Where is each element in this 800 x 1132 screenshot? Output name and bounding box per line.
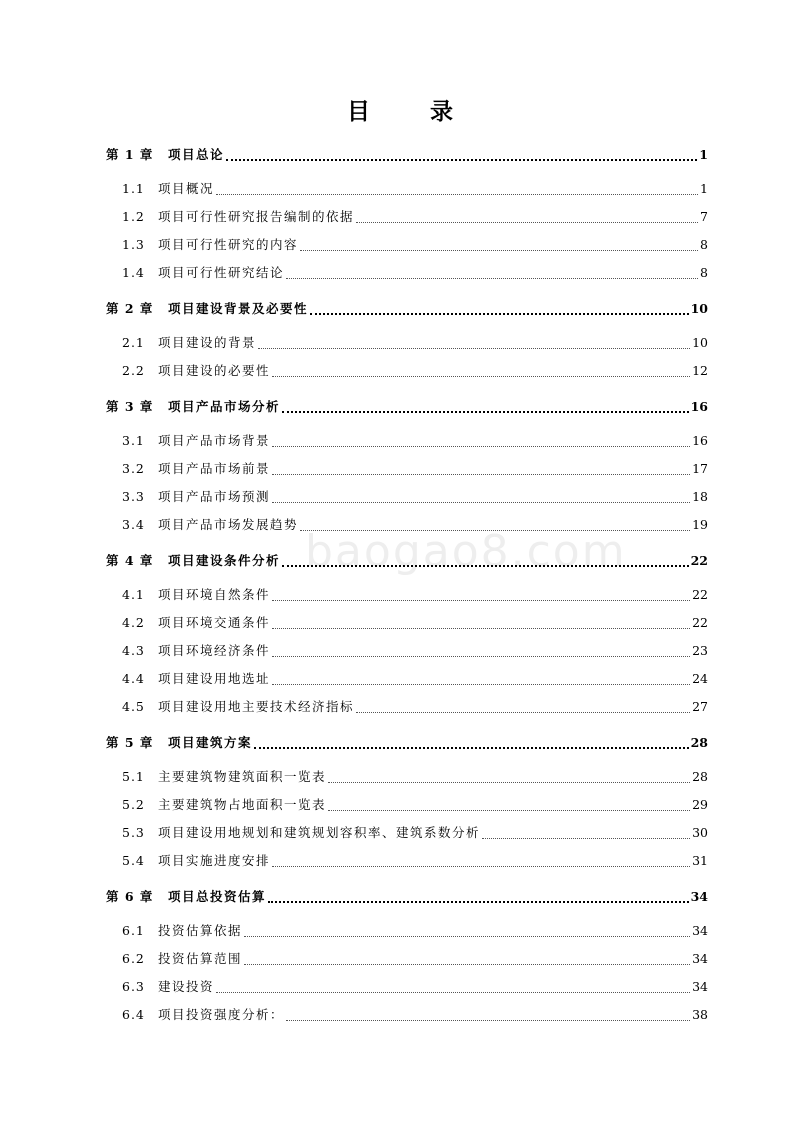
entry-title: 项目建设用地规划和建筑规划容积率、建筑系数分析 — [158, 825, 481, 840]
dot-leader — [272, 625, 690, 629]
entry-page-number: 28 — [690, 735, 708, 750]
entry-page-number: 1 — [700, 181, 708, 196]
entry-page-number: 23 — [692, 643, 708, 658]
entry-title: 投资估算范围 — [158, 951, 243, 966]
entry-number: 4.3 — [122, 643, 145, 658]
toc-section-entry — [122, 180, 708, 198]
entry-title: 项目建设的必要性 — [158, 363, 271, 378]
entry-title: 项目总论 — [168, 147, 225, 162]
entry-title: 项目建设的背景 — [158, 335, 257, 350]
toc-section-entry — [122, 670, 708, 688]
entry-page-number: 22 — [692, 587, 708, 602]
entry-title: 项目投资强度分析： — [158, 1007, 285, 1022]
dot-leader — [272, 443, 690, 447]
entry-title: 建设投资 — [158, 979, 215, 994]
dot-leader — [272, 373, 690, 377]
entry-title: 项目可行性研究结论 — [158, 265, 285, 280]
entry-page-number: 34 — [692, 979, 708, 994]
toc-section-entry — [122, 516, 708, 534]
entry-number: 2.2 — [122, 363, 145, 378]
toc-section-entry — [122, 334, 708, 352]
dot-leader — [272, 597, 690, 601]
entry-title: 项目环境交通条件 — [158, 615, 271, 630]
entry-number: 1.1 — [122, 181, 145, 196]
entry-page-number: 38 — [692, 1007, 708, 1022]
toc-section-entry — [122, 950, 708, 968]
entry-page-number: 29 — [692, 797, 708, 812]
entry-page-number: 27 — [692, 699, 708, 714]
toc-chapter-entry — [106, 146, 708, 164]
dot-leader — [356, 219, 698, 223]
entry-page-number: 31 — [692, 853, 708, 868]
entry-number: 2.1 — [122, 335, 145, 350]
entry-title: 项目环境自然条件 — [158, 587, 271, 602]
dot-leader — [272, 653, 690, 657]
entry-number: 第 6 章 — [106, 889, 154, 904]
entry-page-number: 12 — [692, 363, 708, 378]
entry-number: 第 5 章 — [106, 735, 154, 750]
dot-leader — [244, 961, 690, 965]
entry-number: 6.2 — [122, 951, 145, 966]
entry-number: 3.1 — [122, 433, 145, 448]
entry-number: 4.4 — [122, 671, 145, 686]
toc-section-entry — [122, 460, 708, 478]
dot-leader — [300, 527, 690, 531]
entry-page-number: 22 — [690, 553, 708, 568]
entry-page-number: 34 — [690, 889, 708, 904]
entry-page-number: 1 — [699, 147, 708, 162]
toc-title: 目 录 — [346, 98, 479, 125]
dot-leader — [258, 345, 690, 349]
entry-number: 5.4 — [122, 853, 145, 868]
dot-leader — [226, 156, 697, 161]
entry-number: 5.2 — [122, 797, 145, 812]
entry-number: 3.2 — [122, 461, 145, 476]
toc-section-entry — [122, 852, 708, 870]
entry-page-number: 30 — [692, 825, 708, 840]
dot-leader — [268, 898, 689, 903]
entry-page-number: 10 — [690, 301, 708, 316]
entry-page-number: 8 — [700, 237, 708, 252]
dot-leader — [244, 933, 690, 937]
entry-title: 项目产品市场背景 — [158, 433, 271, 448]
entry-title: 项目实施进度安排 — [158, 853, 271, 868]
entry-title: 项目概况 — [158, 181, 215, 196]
entry-number: 6.1 — [122, 923, 145, 938]
toc-section-entry — [122, 362, 708, 380]
toc-section-entry — [122, 978, 708, 996]
toc-chapter-entry — [106, 398, 708, 416]
entry-number: 4.1 — [122, 587, 145, 602]
toc-chapter-entry — [106, 300, 708, 318]
toc-chapter-entry — [106, 888, 708, 906]
entry-page-number: 8 — [700, 265, 708, 280]
entry-number: 1.2 — [122, 209, 145, 224]
entry-number: 5.3 — [122, 825, 145, 840]
entry-title: 项目总投资估算 — [168, 889, 267, 904]
entry-title: 主要建筑物建筑面积一览表 — [158, 769, 327, 784]
toc-section-entry — [122, 488, 708, 506]
entry-title: 项目产品市场预测 — [158, 489, 271, 504]
dot-leader — [272, 471, 690, 475]
entry-title: 项目产品市场分析 — [168, 399, 281, 414]
toc-section-entry — [122, 264, 708, 282]
entry-title: 项目建设用地主要技术经济指标 — [158, 699, 355, 714]
entry-title: 项目建筑方案 — [168, 735, 253, 750]
entry-page-number: 34 — [692, 951, 708, 966]
entry-number: 6.3 — [122, 979, 145, 994]
toc-section-entry — [122, 586, 708, 604]
entry-title: 项目产品市场发展趋势 — [158, 517, 299, 532]
entry-page-number: 17 — [692, 461, 708, 476]
dot-leader — [272, 499, 690, 503]
entry-title: 项目可行性研究报告编制的依据 — [158, 209, 355, 224]
entry-number: 4.2 — [122, 615, 145, 630]
entry-page-number: 18 — [692, 489, 708, 504]
entry-title: 项目建设条件分析 — [168, 553, 281, 568]
toc-section-entry — [122, 642, 708, 660]
watermark: baogao8.com — [305, 526, 627, 577]
entry-title: 项目可行性研究的内容 — [158, 237, 299, 252]
dot-leader — [300, 247, 698, 251]
dot-leader — [272, 681, 690, 685]
entry-title: 主要建筑物占地面积一览表 — [158, 797, 327, 812]
entry-number: 第 4 章 — [106, 553, 154, 568]
toc-section-entry — [122, 1006, 708, 1024]
dot-leader — [482, 835, 690, 839]
entry-page-number: 28 — [692, 769, 708, 784]
entry-page-number: 34 — [692, 923, 708, 938]
toc-chapter-entry — [106, 552, 708, 570]
entry-page-number: 16 — [692, 433, 708, 448]
entry-number: 3.3 — [122, 489, 145, 504]
toc-section-entry — [122, 796, 708, 814]
toc-section-entry — [122, 824, 708, 842]
dot-leader — [286, 275, 698, 279]
entry-number: 5.1 — [122, 769, 145, 784]
entry-page-number: 7 — [700, 209, 708, 224]
toc-section-entry — [122, 432, 708, 450]
toc-section-entry — [122, 236, 708, 254]
entry-number: 第 3 章 — [106, 399, 154, 414]
dot-leader — [282, 408, 689, 413]
entry-page-number: 24 — [692, 671, 708, 686]
dot-leader — [286, 1017, 690, 1021]
dot-leader — [272, 863, 690, 867]
toc-section-entry — [122, 768, 708, 786]
dot-leader — [282, 562, 689, 567]
entry-title: 项目环境经济条件 — [158, 643, 271, 658]
toc-section-entry — [122, 208, 708, 226]
dot-leader — [216, 989, 690, 993]
entry-number: 第 1 章 — [106, 147, 154, 162]
entry-title: 投资估算依据 — [158, 923, 243, 938]
entry-number: 第 2 章 — [106, 301, 154, 316]
entry-title: 项目建设用地选址 — [158, 671, 271, 686]
entry-title: 项目建设背景及必要性 — [168, 301, 309, 316]
entry-page-number: 19 — [692, 517, 708, 532]
entry-title: 项目产品市场前景 — [158, 461, 271, 476]
entry-number: 3.4 — [122, 517, 145, 532]
entry-number: 1.3 — [122, 237, 145, 252]
dot-leader — [328, 807, 690, 811]
entry-number: 1.4 — [122, 265, 145, 280]
dot-leader — [356, 709, 690, 713]
entry-number: 6.4 — [122, 1007, 145, 1022]
dot-leader — [310, 310, 689, 315]
entry-page-number: 16 — [690, 399, 708, 414]
dot-leader — [216, 191, 698, 195]
entry-page-number: 22 — [692, 615, 708, 630]
toc-chapter-entry — [106, 734, 708, 752]
dot-leader — [328, 779, 690, 783]
entry-page-number: 10 — [692, 335, 708, 350]
entry-number: 4.5 — [122, 699, 145, 714]
toc-section-entry — [122, 698, 708, 716]
dot-leader — [254, 744, 689, 749]
toc-section-entry — [122, 614, 708, 632]
toc-section-entry — [122, 922, 708, 940]
